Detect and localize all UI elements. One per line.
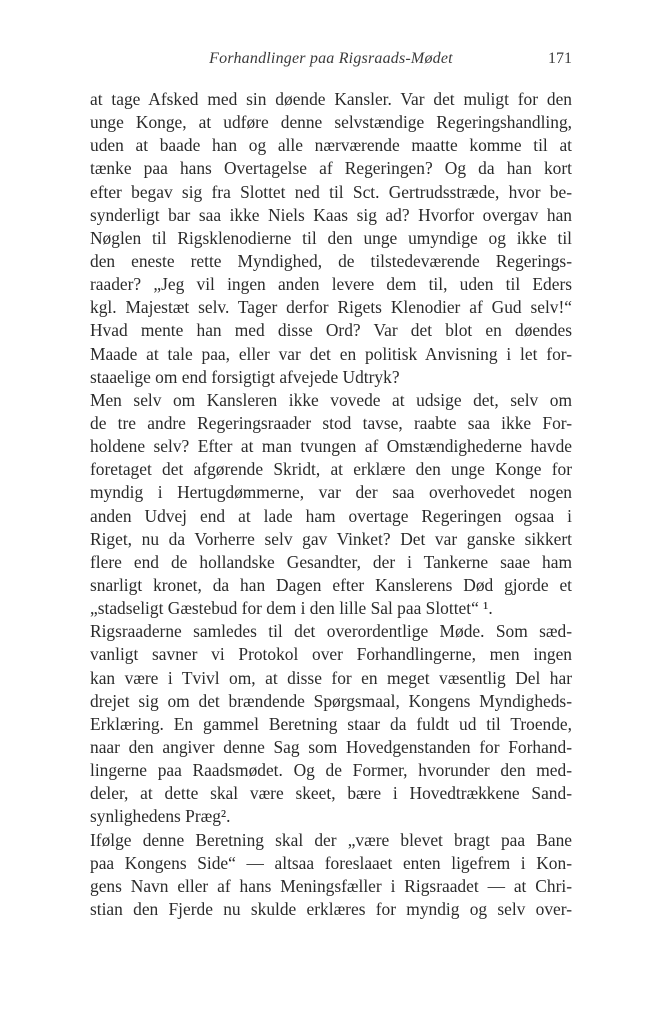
text-line: foretaget det afgørende Skridt, at erklære den unge Konge for	[90, 459, 572, 480]
text-line: den eneste rette Myndighed, de tilstedeværende Regerings-	[90, 250, 572, 271]
body-text	[90, 88, 572, 921]
text-line: synderligt bar saa ikke Niels Kaas sig ad? Hvorfor overgav han	[90, 204, 572, 225]
running-head	[90, 50, 572, 74]
text-line: Ifølge denne Beretning skal der „være blevet bragt paa Bane	[90, 829, 572, 850]
text-line: unge Konge, at udføre denne selvstændige Regeringshandling,	[90, 112, 572, 133]
text-line: drejet sig om det brændende Spørgsmaal, Kongens Myndigheds-	[90, 690, 572, 711]
text-line: myndig i Hertugdømmerne, var der saa overhovedet nogen	[90, 482, 572, 503]
text-line: Erklæring. En gammel Beretning staar da fuldt ud til Troende,	[90, 713, 572, 734]
text-line: de tre andre Regeringsraader stod tavse, raabte saa ikke For-	[90, 412, 572, 433]
text-line: stian den Fjerde nu skulde erklæres for myndig og selv over-	[90, 898, 572, 919]
text-line: „stadseligt Gæstebud for dem i den lille Sal paa Slottet“ ¹.	[90, 598, 493, 619]
text-line: gens Navn eller af hans Meningsfæller i Rigsraadet — at Chri-	[90, 875, 572, 896]
text-line: Men selv om Kansleren ikke vovede at udsige det, selv om	[90, 389, 572, 410]
text-line: Maade at tale paa, eller var det en politisk Anvisning i let for-	[90, 343, 572, 364]
text-line: tænke paa hans Overtagelse af Regeringen? Og da han kort	[90, 158, 572, 179]
text-line: lingerne paa Raadsmødet. Og de Former, hvorunder den med-	[90, 760, 572, 781]
running-title: Forhandlinger paa Rigsraads-Mødet	[209, 50, 453, 67]
text-line: snarligt kronet, da han Dagen efter Kanslerens Død gjorde et	[90, 574, 572, 595]
text-line: uden at baade han og alle nærværende maatte komme til at	[90, 135, 572, 156]
text-line: Rigsraaderne samledes til det overordentlige Møde. Som sæd-	[90, 621, 572, 642]
text-line: Hvad mente han med disse Ord? Var det blot en døendes	[90, 320, 572, 341]
text-line: naar den angiver denne Sag som Hovedgenstanden for Forhand-	[90, 736, 572, 757]
text-line: anden Udvej end at lade ham overtage Regeringen ogsaa i	[90, 505, 572, 526]
text-line: kgl. Majestæt selv. Tager derfor Rigets Klenodier af Gud selv!“	[90, 297, 572, 318]
text-line: flere end de hollandske Gesandter, der i Tankerne saae ham	[90, 551, 572, 572]
text-line: vanligt savner vi Protokol over Forhandlingerne, men ingen	[90, 644, 572, 665]
text-line: kan være i Tvivl om, at disse for en meget væsentlig Del har	[90, 667, 572, 688]
text-line: holdene selv? Efter at man tvungen af Omstændighederne havde	[90, 436, 572, 457]
page-number: 171	[548, 50, 572, 67]
text-line: Nøglen til Rigsklenodierne til den unge umyndige og ikke til	[90, 227, 572, 248]
text-line: paa Kongens Side“ — altsaa foreslaaet enten ligefrem i Kon-	[90, 852, 572, 873]
text-line: deler, at dette skal være skeet, bære i Hovedtrækkene Sand-	[90, 783, 572, 804]
text-line: efter begav sig fra Slottet ned til Sct. Gertrudsstræde, hvor be-	[90, 181, 572, 202]
text-line: at tage Afsked med sin døende Kansler. Var det muligt for den	[90, 89, 572, 109]
text-line: staaelige om end forsigtigt afvejede Udtryk?	[90, 366, 400, 387]
text-line: Riget, nu da Vorherre selv gav Vinket? Det var ganske sikkert	[90, 528, 572, 549]
text-line: raader? „Jeg vil ingen anden levere dem til, uden til Eders	[90, 274, 572, 295]
text-line: synlighedens Præg².	[90, 806, 231, 827]
